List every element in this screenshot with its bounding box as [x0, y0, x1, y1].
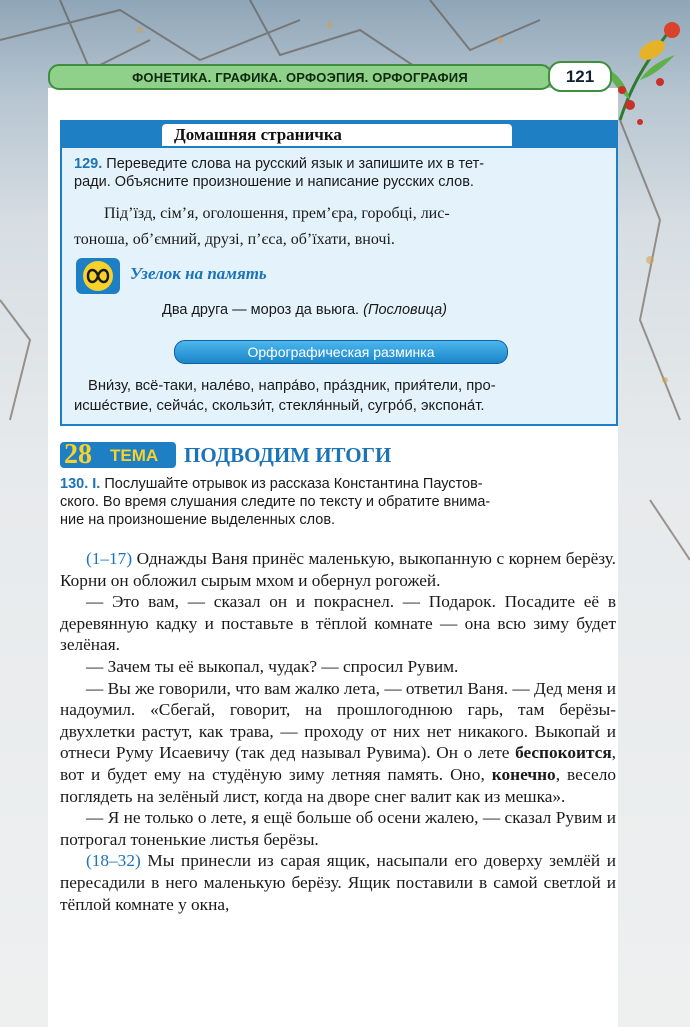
topic-title: ПОДВОДИМ ИТОГИ	[184, 443, 392, 467]
uzelok-title: Узелок на память	[130, 264, 267, 283]
exercise-130-line2: ского. Во время слушания следите по тексту и обратите внима-	[60, 494, 491, 510]
story-paragraph-2: — Это вам, — сказал он и покраснел. — Подарок. Посадите её в деревянную кадку и поставьте в тёплой комнате — она всю зиму будет зелёная.	[60, 592, 616, 655]
knot-icon	[76, 258, 120, 294]
highlighted-word-1: беспокоится	[515, 743, 612, 763]
exercise-129-words-line2: тоноша, об’ємний, друзі, п’єса, об’їхати, вночі.	[74, 231, 395, 248]
topic-number: 28	[64, 439, 92, 470]
orthographic-warmup-line1: Вни́зу, всё-таки, нале́во, напра́во, пра́здник, прия́тели, про-	[88, 378, 496, 394]
home-box-title: Домашняя страничка	[162, 124, 512, 146]
topic-word: ТЕМА	[110, 446, 159, 465]
exercise-130-line1: 130. I. Послушайте отрывок из рассказа Константина Паустов-	[60, 476, 483, 492]
proverb	[162, 302, 602, 319]
story-paragraph-1: (1–17) Однажды Ваня принёс маленькую, выкопанную с корнем берёзу. Корни он обложил сырым мхом и обернул рогожей.	[60, 549, 616, 590]
exercise-130-part: I.	[92, 476, 101, 492]
exercise-129-number: 129.	[74, 156, 103, 172]
floral-ornament-icon	[600, 10, 690, 130]
home-page-box	[60, 120, 618, 426]
story-text	[60, 548, 616, 915]
story-paragraph-4: — Вы же говорили, что вам жалко лета, — ответил Ваня. — Дед меня и надоумил. «Сбегай, говорит, на прошлогоднюю гарь, там берёзы-двухлетки растут, как трава, — проходу от них нет никакого. Выкопай и отнеси Руму Исаевичу (так дед называл Рувима). Он о лете беспокоится, вот и будет ему на студёную зиму летняя память. Оно, конечно, весело поглядеть на зелёный лист, когда на дворе снег валит как из мешка».	[60, 678, 616, 806]
orthographic-warmup-line2: исше́ствие, сейча́с, скользи́т, стекля́нный, сугро́б, экспона́т.	[74, 398, 485, 414]
exercise-130-line3: ние на произношение выделенных слов.	[60, 512, 336, 528]
section-header	[48, 64, 552, 90]
exercise-129-line2: ради. Объясните произношение и написание русских слов.	[74, 174, 474, 190]
sentence-range-2: (18–32)	[86, 851, 141, 871]
sentence-range-1: (1–17)	[86, 549, 133, 568]
exercise-129-words-line1: Під’їзд, сім’я, оголошення, прем’єра, горобці, лис-	[104, 205, 450, 222]
exercise-129-line1: 129. Переведите слова на русский язык и запишите их в тет-	[74, 156, 485, 172]
story-paragraph-3: — Зачем ты её выкопал, чудак? — спросил Рувим.	[86, 656, 459, 676]
highlighted-word-2: конечно	[491, 764, 556, 784]
proverb-text: Два друга — мороз да вьюга.	[162, 302, 360, 318]
orthographic-warmup-label: Орфографическая разминка	[174, 340, 508, 364]
exercise-130-number: 130.	[60, 476, 89, 492]
page-number: 121	[548, 61, 612, 92]
section-title: ФОНЕТИКА. ГРАФИКА. ОРФОЭПИЯ. ОРФОГРАФИЯ	[132, 69, 468, 85]
story-paragraph-5: — Я не только о лете, я ещё больше об осени жалею, — сказал Рувим и потрогал тоненькие листья берёзы.	[60, 808, 616, 849]
story-paragraph-6: (18–32) Мы принесли из сарая ящик, насыпали его доверху землёй и пересадили в него маленькую берёзу. Ящик поставили в самой светлой и тёплой комнате у окна,	[60, 851, 616, 914]
proverb-source: (Пословица)	[363, 302, 447, 318]
